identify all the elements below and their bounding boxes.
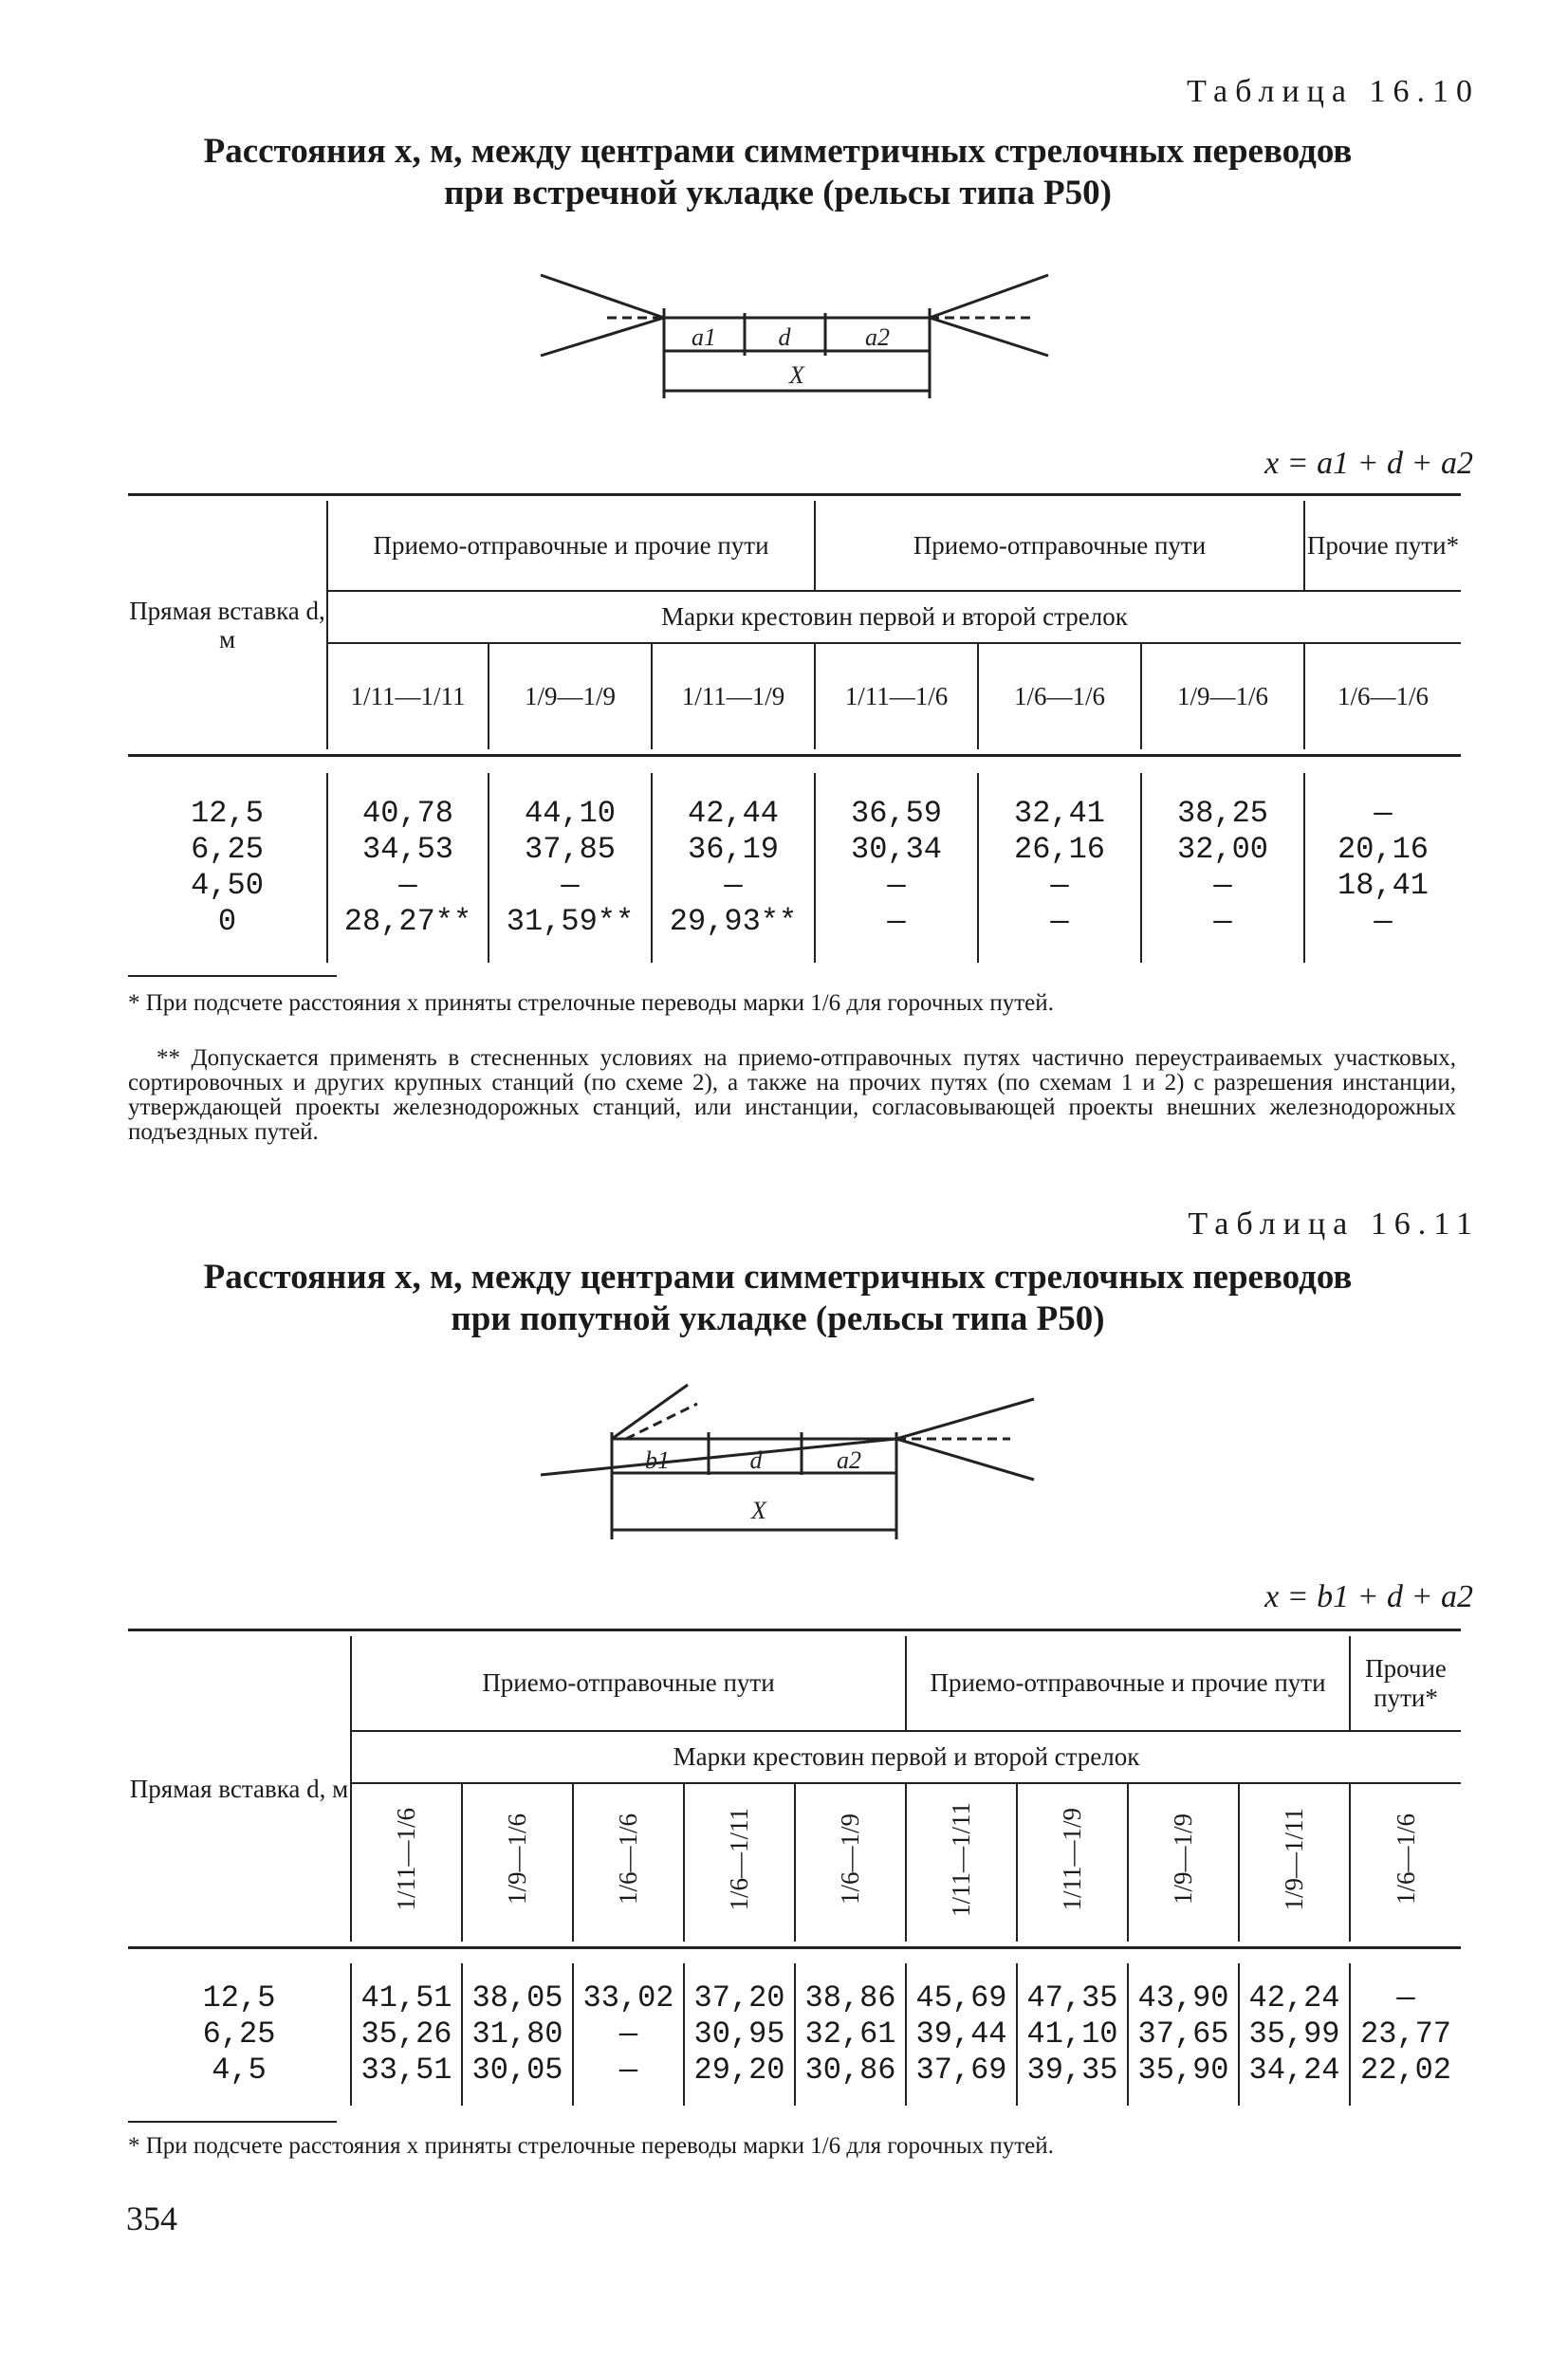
table1-diagram [531,266,1062,408]
table2-cell: 33,51 [360,2053,452,2088]
table1-cell: 29,93** [669,904,798,939]
table2-col-label: 1/6—1/6 [614,1813,642,1906]
table2-cell: 22,02 [1359,2053,1451,2088]
table2-cell: 30,95 [693,2016,785,2052]
table1-cell: 42,44 [687,796,779,831]
table1-footnote-1: * При подсчете расстояния x приняты стрелочные переводы марки 1/6 для горочных путей. [128,990,1054,1016]
table2-group-2: Приемо-отправочные и прочие пути [906,1636,1350,1731]
table1-value-column [652,773,815,963]
diagram2-label-a2: a2 [837,1446,861,1474]
table2-cell: 37,65 [1137,2016,1229,2052]
table2-col-label: 1/11—1/6 [392,1808,420,1911]
diagram1-label-a2: a2 [865,323,890,351]
table2-top-rule [128,1629,1461,1631]
page-number: 354 [126,2200,177,2237]
table1-cell: — [1213,904,1232,939]
table2-number: Таблица 16.11 [1188,1206,1480,1242]
table2-value-column [906,1963,1017,2106]
table1-cell: 30,34 [850,832,942,867]
table2-formula: x = b1 + d + a2 [1264,1579,1473,1614]
table2-cell: 39,35 [1026,2053,1118,2088]
table2-col-header [1239,1783,1350,1942]
table2-value-column [795,1963,906,2106]
table1-cell: — [724,868,743,903]
table1-title-line2: при встречной укладке (рельсы типа Р50) [444,174,1112,212]
table2-stub-header: Прямая вставка d, м [129,1775,349,1803]
table2-cell: — [618,2053,638,2088]
table1-cell: — [398,868,417,903]
table2-col-label: 1/9—1/6 [503,1813,531,1906]
table2-cell: 33,02 [582,1980,674,2016]
table2-value-column [684,1963,795,2106]
table2-col-label: 1/6—1/9 [836,1813,864,1906]
table1-title-line1: Расстояния x, м, между центрами симметричных стрелочных переводов [203,132,1353,171]
table2-col-label: 1/11—1/9 [1058,1808,1086,1911]
table2-value-column [1350,1963,1461,2106]
table2-col-label: 1/9—1/11 [1280,1808,1308,1911]
table1-cell: 40,78 [361,796,453,831]
table2-cell: 38,05 [471,1980,563,2016]
table1-cell: 38,25 [1176,796,1268,831]
table1-col-header: 1/9—1/9 [489,643,652,749]
table2-cell: — [1396,1980,1415,2016]
table1-cell: — [1050,868,1069,903]
table2-value-column [573,1963,684,2106]
table2-cell: 41,10 [1026,2016,1118,2052]
table1-cell: 36,19 [687,832,779,867]
table1-footnote-2: ** Допускается применять в стесненных условиях на приемо-отправочных путях частично переустраиваемых участковых, сортировочных и других крупных станций (по схеме 2), а также на прочих путях (по схемам 1 и 2) с разрешения инстанции, утверждающей проекты железнодорожных станций, или инстанции, согласовывающей проекты внешних железнодорожных подъездных путей. [128,1045,1456,1145]
table1-cell: — [1050,904,1069,939]
table2-col-header [573,1783,684,1942]
table2-value-column [1239,1963,1350,2106]
table1-formula: x = a1 + d + a2 [1264,446,1473,481]
table2-cell: 37,20 [693,1980,785,2016]
table1-cell: 34,53 [361,832,453,867]
table1-cell: 36,59 [850,796,942,831]
table1-row-d: 12,5 [191,796,264,831]
table2-cell: 29,20 [693,2053,785,2088]
table2-cell: 38,86 [804,1980,896,2016]
table2-title-line1: Расстояния x, м, между центрами симметричных стрелочных переводов [203,1258,1353,1297]
table2-col-header [906,1783,1017,1942]
table2-cell: 30,05 [471,2053,563,2088]
table1-cell: 37,85 [524,832,616,867]
table2-row-d: 4,5 [212,2053,267,2088]
table2-footnote-1: * При подсчете расстояния x приняты стрелочные переводы марки 1/6 для горочных путей. [128,2133,1054,2159]
table1-col-header: 1/11—1/9 [652,643,815,749]
table1-cell: 18,41 [1337,868,1429,903]
table1-cell: 31,59** [506,904,635,939]
table2-col-header [795,1783,906,1942]
diagram1-label-a1: a1 [692,323,716,351]
diagram1-label-d: d [778,323,791,351]
table1-group-1: Приемо-отправочные и прочие пути [327,501,815,591]
table2-cell: 47,35 [1026,1980,1118,2016]
table2-cell: 32,61 [804,2016,896,2052]
table1-value-column [489,773,652,963]
diagram2-diverging-track [612,1385,688,1439]
table1-value-column [1304,773,1461,963]
table1-stub-header: Прямая вставка d, м [129,597,325,654]
table1-col-header: 1/6—1/6 [1304,643,1461,749]
table1-number: Таблица 16.10 [1187,74,1480,109]
table2-cell: 30,86 [804,2053,896,2088]
diagram2-right-track-upper [896,1399,1034,1439]
table2-col-header [1350,1783,1461,1942]
table2-header [128,1636,1461,1942]
table2-value-column [1128,1963,1239,2106]
diagram1-right-track-lower [930,318,1048,356]
table2-col-header [351,1783,462,1942]
table2-cell: 37,69 [915,2053,1007,2088]
table2-cell: 35,99 [1248,2016,1340,2052]
table1-value-column [978,773,1141,963]
diagram1-right-track-upper [930,275,1048,318]
table2-col-label: 1/11—1/11 [947,1802,975,1917]
table1-col-header: 1/11—1/6 [815,643,978,749]
table2-cell: — [618,2016,638,2052]
table2-value-column [462,1963,573,2106]
table2-col-label: 1/6—1/11 [725,1808,753,1911]
table2-col-header [1017,1783,1128,1942]
table1-cell: — [887,904,906,939]
table1-title [142,131,1413,214]
table1-col-header: 1/6—1/6 [978,643,1141,749]
table1-col-header: 1/9—1/6 [1141,643,1304,749]
diagram1-label-x: X [789,361,804,389]
table2-row-d: 12,5 [202,1980,276,2016]
table1-body [128,773,1461,963]
table2-header-rule [128,1946,1461,1949]
table1-header-rule [128,754,1461,757]
table2-footnote-rule [128,2121,337,2123]
table2-title-line2: при попутной укладке (рельсы типа Р50) [451,1299,1105,1338]
table2-cell: 41,51 [360,1980,452,2016]
diagram2-right-track-lower [896,1439,1034,1480]
table1-row-d: 4,50 [191,868,264,903]
table1-cell: 32,00 [1176,832,1268,867]
table2-stub-column [128,1963,351,2106]
table2-group-3: Прочие пути* [1350,1636,1461,1731]
table1-cell: 44,10 [524,796,616,831]
table1-cell: 20,16 [1337,832,1429,867]
table2-cell: 42,24 [1248,1980,1340,2016]
table2-row-d: 6,25 [202,2016,276,2052]
table1-cell: — [887,868,906,903]
table1-cell: 26,16 [1013,832,1105,867]
table2-title [142,1257,1413,1340]
table2-col-header [684,1783,795,1942]
table1-cell: 28,27** [343,904,472,939]
table2-group-1: Приемо-отправочные пути [351,1636,906,1731]
table2-cell: 31,80 [471,2016,563,2052]
table1-cell: — [1213,868,1232,903]
table1-group-2: Приемо-отправочные пути [815,501,1304,591]
table2-col-header [1128,1783,1239,1942]
table1-top-rule [128,493,1461,496]
diagram2-label-b1: b1 [645,1446,670,1474]
table1-row-d: 0 [217,904,237,939]
table2-col-label: 1/9—1/9 [1169,1813,1197,1906]
table2-col-header [462,1783,573,1942]
table1-cell: — [561,868,580,903]
table1-row-d: 6,25 [191,832,264,867]
table2-value-column [351,1963,462,2106]
table2-cell: 34,24 [1248,2053,1340,2088]
table1-cell: 32,41 [1013,796,1105,831]
table1-stub-column [128,773,327,963]
table1-value-column [815,773,978,963]
table1-value-column [1141,773,1304,963]
table1-footnote-rule [128,975,337,977]
table1-header [128,501,1461,749]
table1-cell: — [1374,904,1393,939]
table2-subheader: Марки крестовин первой и второй стрелок [351,1731,1461,1783]
table2-cell: 35,26 [360,2016,452,2052]
table2-col-label: 1/6—1/6 [1391,1813,1420,1906]
diagram1-left-track-upper [541,275,664,318]
diagram1-left-track-lower [541,318,664,356]
table2-cell: 23,77 [1359,2016,1451,2052]
table1-group-3: Прочие пути* [1304,501,1461,591]
diagram2-label-d: d [749,1446,763,1474]
table1-value-column [327,773,489,963]
table2-cell: 39,44 [915,2016,1007,2052]
table1-col-header: 1/11—1/11 [327,643,489,749]
table2-cell: 35,90 [1137,2053,1229,2088]
diagram2-label-x: X [751,1497,766,1524]
table2-value-column [1017,1963,1128,2106]
table2-cell: 43,90 [1137,1980,1229,2016]
table1-subheader: Марки крестовин первой и второй стрелок [327,591,1461,643]
table2-diagram [536,1380,1048,1546]
table2-cell: 45,69 [915,1980,1007,2016]
table2-body [128,1963,1461,2106]
table1-cell: — [1374,796,1393,831]
